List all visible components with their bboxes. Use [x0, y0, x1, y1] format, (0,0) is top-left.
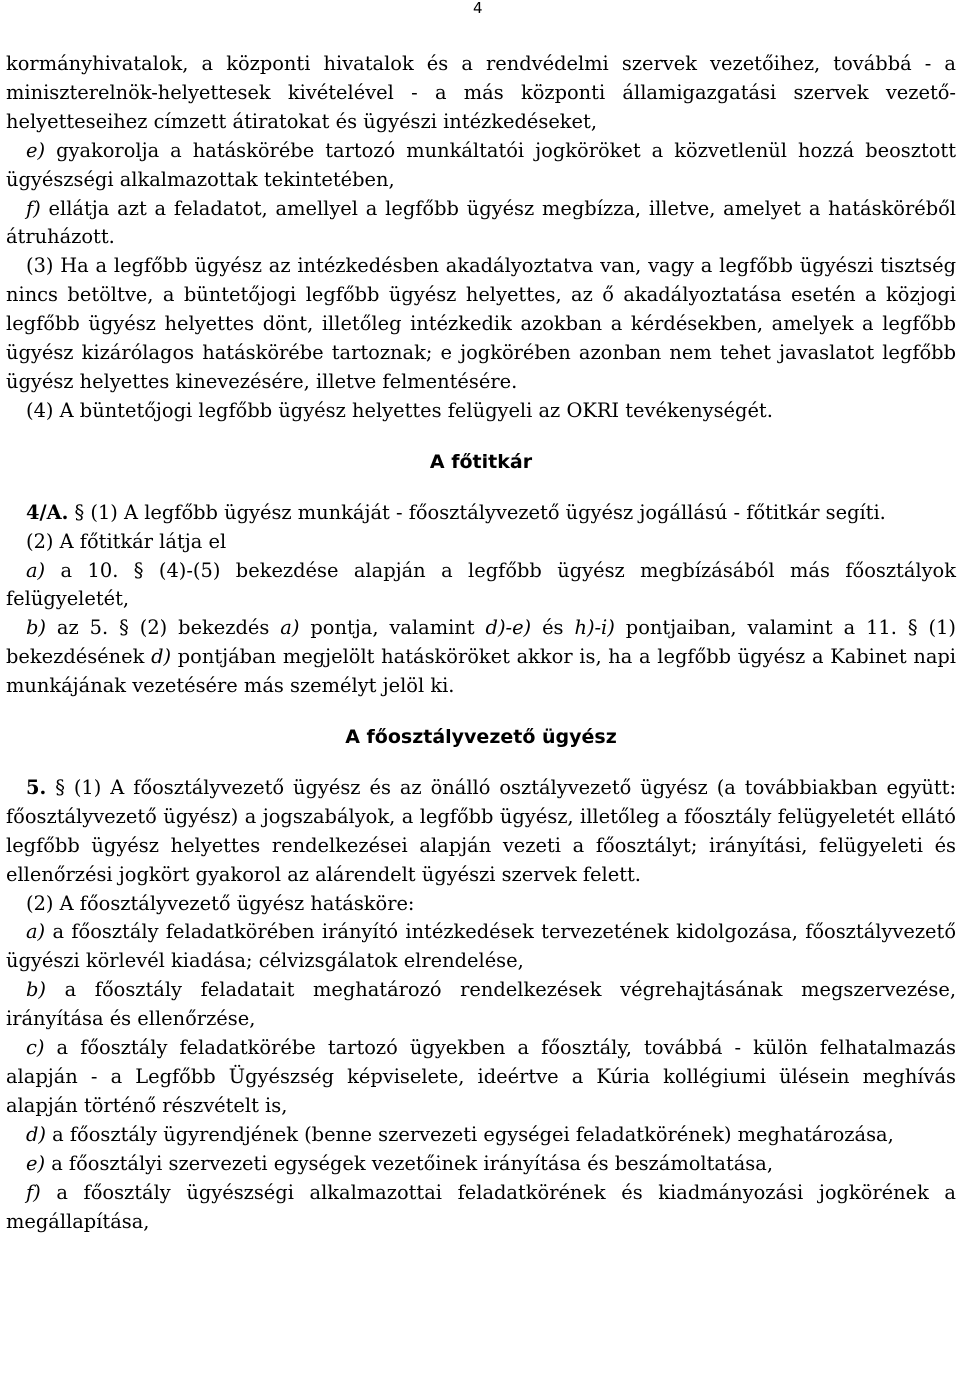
- item-label: e): [26, 138, 46, 162]
- section-text: § (1) A főosztályvezető ügyész és az önálló osztályvezető ügyész (a továbbiakban együtt: főosztályvezető ügyész) a jogszabályok, a legfőbb ügyész, illetőleg a főosztály felügyeletét ellátó legfőbb ügyész helyettes rendelkezései alapján vezeti a főosztályt; irányítási, felügyeleti és ellenőrzési jogkört gyakorol az alárendelt ügyészi szervek felett.: [6, 775, 956, 886]
- section-number: 5.: [26, 775, 47, 799]
- list-item-e: [6, 137, 956, 195]
- item-text: a főosztály feladatait meghatározó rendelkezések végrehajtásának megszervezése, irányítása és ellenőrzése,: [6, 978, 956, 1031]
- item-label: f): [26, 1180, 41, 1204]
- item-label: a): [26, 920, 46, 944]
- item-ref: d): [151, 645, 172, 669]
- section-5-paragraph-2: (2) A főosztályvezető ügyész hatásköre:: [26, 891, 415, 915]
- item-label: b): [26, 978, 46, 1002]
- section-4a-paragraph-2: (2) A főtitkár látja el: [26, 529, 227, 553]
- section-5-item: [6, 1150, 956, 1179]
- item-text: és: [531, 616, 575, 640]
- item-text: pontjaiban, valamint a 11. § (1) bekezdésének: [6, 616, 956, 669]
- item-text: pontjában megjelölt hatásköröket akkor is, ha a legfőbb ügyész a Kabinet napi munkájának vezetésére más személyt jelöl ki.: [6, 645, 956, 698]
- section-4a-item-b: [6, 614, 956, 701]
- section-5-item: [6, 1179, 956, 1237]
- item-text: az 5. § (2) bekezdés: [45, 616, 281, 640]
- list-item-f: [6, 195, 956, 253]
- section-heading-foosztalyvezeto: A főosztályvezető ügyész: [345, 726, 617, 749]
- section-5-item: [6, 1034, 956, 1121]
- item-text: ellátja azt a feladatot, amellyel a legfőbb ügyész megbízza, illetve, amelyet a hatásköréből átruházott.: [6, 196, 956, 249]
- section-5-paragraph-1: [6, 774, 956, 890]
- section-heading-fotitkar: A főtitkár: [429, 450, 533, 473]
- item-ref: a): [280, 616, 300, 640]
- item-label: f): [26, 196, 41, 220]
- item-text: a főosztály ügyrendjének (benne szervezeti egységei feladatkörének) meghatározása,: [45, 1122, 894, 1146]
- item-ref: d)-e): [485, 616, 532, 640]
- section-4a-item-a: [6, 557, 956, 615]
- item-text: a főosztályi szervezeti egységek vezetőinek irányítása és beszámoltatása,: [45, 1151, 773, 1175]
- section-5-item: [6, 918, 956, 976]
- section-4a-paragraph-1: [6, 499, 956, 528]
- item-text: gyakorolja a hatáskörébe tartozó munkáltatói jogköröket a közvetlenül hozzá beosztott ügyészségi alkalmazottak tekintetében,: [6, 138, 956, 191]
- item-text: a főosztály ügyészségi alkalmazottai feladatkörének és kiadmányozási jogkörének a megállapítása,: [6, 1180, 956, 1233]
- section-5-item-list: [6, 918, 956, 1236]
- item-label: d): [26, 1122, 46, 1146]
- item-text: a főosztály feladatkörében irányító intézkedések tervezetének kidolgozása, főosztályvezető ügyészi körlevél kiadása; célvizsgálatok elrendelése,: [6, 920, 956, 973]
- item-label: b): [26, 616, 46, 640]
- section-5-item: [6, 976, 956, 1034]
- item-ref: h)-i): [574, 616, 615, 640]
- item-text: a 10. § (4)-(5) bekezdése alapján a legfőbb ügyész megbízásából más főosztályok felügyeletét,: [6, 558, 956, 611]
- paragraph-3: (3) Ha a legfőbb ügyész az intézkedésben akadályoztatva van, vagy a legfőbb ügyészi tisztség nincs betöltve, a büntetőjogi legfőbb ügyész helyettes, az ő akadályoztatása esetén a közjogi legfőbb ügyész helyettes dönt, illetőleg intézkedik azokban a kérdésekben, amelyek a legfőbb ügyész kizárólagos hatáskörébe tartoznak; e jogkörében azonban nem tehet javaslatot legfőbb ügyész helyettes kinevezésére, illetve felmentésére.: [6, 254, 956, 393]
- section-text: § (1) A legfőbb ügyész munkáját - főosztályvezető ügyész jogállású - főtitkár segíti.: [68, 500, 886, 524]
- document-body: [6, 50, 956, 1236]
- item-label: c): [26, 1036, 45, 1060]
- item-text: pontja, valamint: [299, 616, 486, 640]
- section-5-item: [6, 1121, 956, 1150]
- section-number: 4/A.: [26, 500, 69, 524]
- item-label: e): [26, 1151, 46, 1175]
- page-number: 4: [473, 0, 483, 17]
- item-text: a főosztály feladatkörébe tartozó ügyekben a főosztály, továbbá - külön felhatalmazás alapján - a Legfőbb Ügyészség képviselete, ideértve a Kúria kollégiumi ülésein meghívás alapján történő részvételt is,: [6, 1036, 956, 1117]
- paragraph-4: (4) A büntetőjogi legfőbb ügyész helyettes felügyeli az OKRI tevékenységét.: [26, 398, 773, 422]
- paragraph-continued: kormányhivatalok, a központi hivatalok és a rendvédelmi szervek vezetőihez, továbbá - a miniszterelnök-helyettesek kivételével - a más központi államigazgatási szervek vezető-helyetteseihez címzett átiratokat és ügyészi intézkedéseket,: [6, 52, 956, 133]
- item-label: a): [26, 558, 46, 582]
